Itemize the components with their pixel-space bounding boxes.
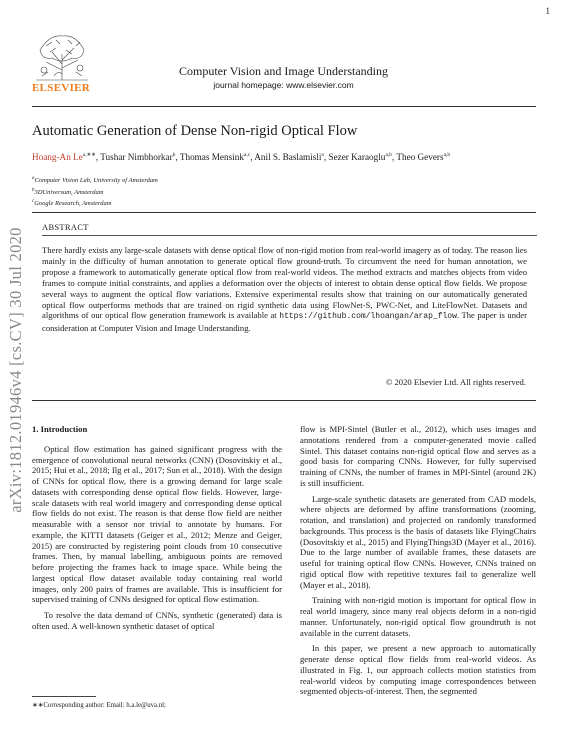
author-name: Sezer Karaoglu <box>328 152 386 163</box>
journal-name: Computer Vision and Image Understanding <box>178 64 389 78</box>
author-name: Hoang-An Le <box>32 152 83 163</box>
paragraph: Training with non-rigid motion is important for optical flow in real world imagery, since many real objects deform in a non-rigid manner. Unfortunately, non-rigid optical flow groundtruth is not available in the current datasets. <box>300 595 536 638</box>
author-affiliation-mark: a,∗∗ <box>82 152 96 158</box>
author-name: Theo Gevers <box>396 152 444 163</box>
abstract-heading: ABSTRACT <box>42 222 89 232</box>
affiliation-line: $^c$Google Research, Amsterdam <box>32 199 112 208</box>
affiliations <box>32 174 158 209</box>
paragraph: To resolve the data demand of CNNs, synthetic (generated) data is often used. A well-known synthetic dataset of optical <box>32 610 282 631</box>
copyright-notice: © 2020 Elsevier Ltd. All rights reserved. <box>385 377 526 387</box>
author-name: Tushar Nimbhorkar <box>100 152 173 163</box>
elsevier-wordmark: ELSEVIER <box>32 82 91 94</box>
paragraph: Optical flow estimation has gained significant progress with the emergence of convolutional neural networks (CNN) (Dosovitskiy et al., 2015; Hui et al., 2018; Ilg et al., 2017; Sun et al., 2018). With the design of CNNs for optical flow, there is a growing demand for large scale datasets with corresponding dense optical flow fields. However, large-scale datasets with real world imagery and corresponding dense optical flow fields do not exist. The reason is that dense flow field are neither measurable with a sensor nor trivial to annotate by humans. For example, the KITTI datasets (Geiger et al., 2012; Menze and Geiger, 2015) are constructed by registering point clouds from 10 consecutive frames. Then, by manual labelling, ambiguous points are removed before projecting the frames back to image space. While being the largest optical flow dataset available today containing real world images, only 200 pairs of frames are available. This is insufficient for supervised training of CNNs designed for optical flow estimation. <box>32 443 282 605</box>
abstract-body-end: . The paper is under consideration at Computer Vision and Image Understanding. <box>42 310 527 334</box>
author-name: Thomas Mensink <box>179 152 244 163</box>
author-affiliation-mark: a,b <box>443 152 451 158</box>
footnote-rule <box>32 696 96 697</box>
arxiv-stamp <box>2 200 30 540</box>
abstract-body: There hardly exists any large-scale datasets with dense optical flow of non-rigid motion from real-world imagery as of today. The reason lies mainly in the difficulty of human annotation to generate optical flow ground-truth. To circumvent the need for human annotation, we propose a framework to automatically generate optical flow from real-world videos. The method extracts and matches objects from video frames to compute initial constraints, and applies a deformation over the objects of interest to obtain dense optical flow fields. We propose several ways to augment the optical flow variations. Extensive experimental results show that training on our automatically generated optical flow outperforms methods that are trained on rigid synthetic data using FlowNet-S, PWC-Net, and LiteFlowNet. Datasets and algorithms of our optical flow generation framework is available at <box>42 245 527 321</box>
arxiv-id[interactable]: arXiv:1812.01946v4 [cs.CV] 30 Jul 2020 <box>6 227 25 513</box>
affiliation-line: $^b$3DUniversum, Amsterdam <box>32 187 104 196</box>
page-number: 1 <box>545 6 550 16</box>
footnote: ∗∗Corresponding author: Email: h.a.le@uva.nl; <box>32 702 166 709</box>
paragraph: In this paper, we present a new approach to automatically generate dense optical flow fields from real-world videos. As illustrated in Fig. 1, our approach collects motion statistics from real-world videos by computing image correspondences between segmented objects-of-interest. Then, the segmented <box>300 643 536 697</box>
section-heading: 1. Introduction <box>32 424 88 434</box>
abstract-text <box>42 245 527 334</box>
paper-title: Automatic Generation of Dense Non-rigid Optical Flow <box>32 123 358 139</box>
abstract-rule <box>42 235 537 236</box>
left-column <box>32 424 282 632</box>
author-affiliation-mark: b <box>172 152 176 158</box>
affiliation-line: $^a$Computer Vision Lab, University of Amsterdam <box>32 176 158 185</box>
author-affiliation-mark: a <box>321 152 324 158</box>
paragraph: flow is MPI-Sintel (Butler et al., 2012), which uses images and annotations rendered from a computer-generated movie called Sintel. This dataset contains non-rigid optical flow and serves as a good basis for comparing CNNs. However, for fully supervised training of CNNs, the number of frames in MPI-Sintel (around 2K) is still insufficient. <box>300 424 536 488</box>
right-column <box>300 424 536 697</box>
abstract-box <box>32 214 536 400</box>
journal-header <box>32 24 535 96</box>
affiliation-divider <box>32 212 536 213</box>
author-list: Hoang-An $Le^{a,∗∗}$, Tushar Nimbhorkar$^b$, Thomas Mensink$^{a,c}$, Anil S. Baslamisli$^a$, Sezer Karaoglu$^{a,b}$, Theo Gevers$^{a,b}$ <box>32 152 451 163</box>
author-name: Anil S. Baslamisli <box>254 152 322 163</box>
paragraph: Large-scale synthetic datasets are generated from CAD models, where objects are deformed by affine transformations (zooming, rotation, and translation) and projected on randomly transformed backgrounds. This process is the basis of datasets like FlyingChairs (Dosovitskiy et al., 2015) and FlyingThings3D (Mayer et al., 2016). Due to the large number of available frames, these datasets are useful for training optical flow CNNs. However, CNNs trained on rigid optical flow with repetitive textures fail to generalize well (Mayer et al., 2018). <box>300 493 536 590</box>
journal-homepage[interactable]: journal homepage: www.elsevier.com <box>213 80 354 90</box>
author-affiliation-mark: a,c <box>243 152 251 158</box>
author-affiliation-mark: a,b <box>385 152 392 158</box>
header-divider <box>32 106 536 107</box>
abstract-divider <box>32 400 536 401</box>
github-link[interactable]: https://github.com/lhoangan/arap_flow <box>279 312 457 322</box>
